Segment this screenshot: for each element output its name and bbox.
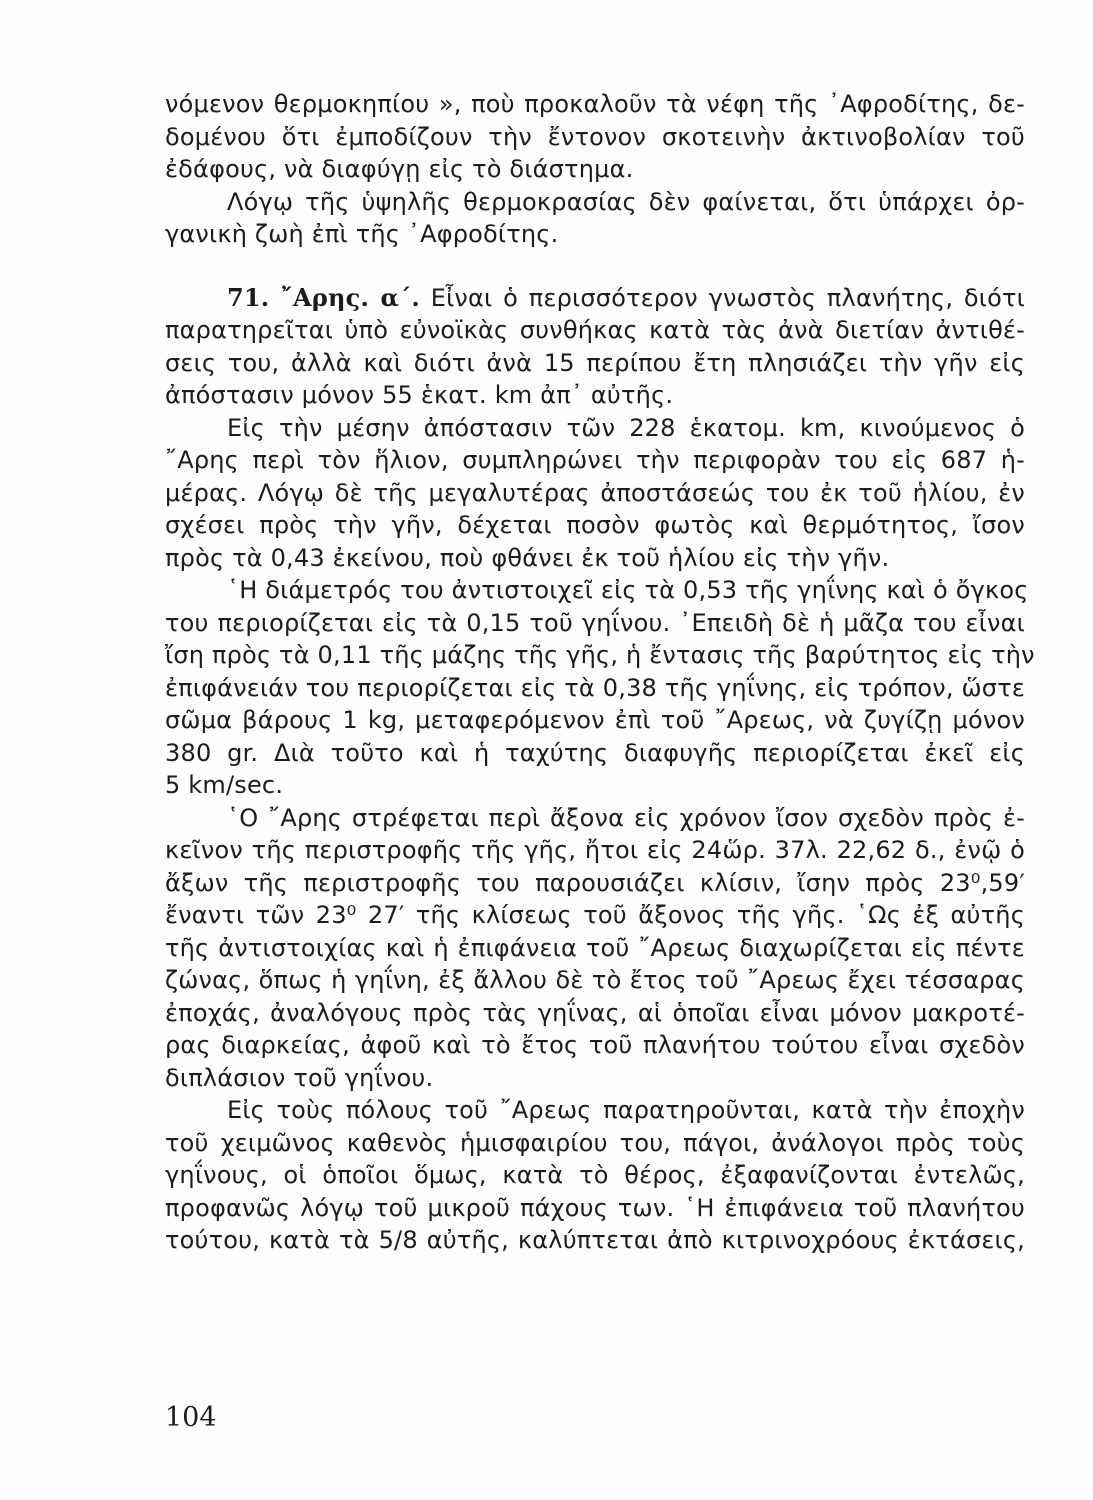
text-line: γηΐνους, οἱ ὁποῖοι ὅμως, κατὰ τὸ θέρος, ἐξαφανίζονται ἐντελῶς, — [165, 1161, 1025, 1189]
section-gap — [165, 251, 1025, 282]
text-line: κεῖνον τῆς περιστροφῆς τῆς γῆς, ἤτοι εἰς 24ὥρ. 37λ. 22,62 δ., ἐνῷ ὁ — [165, 836, 1025, 864]
text-line: διπλάσιον τοῦ γηΐνου. — [165, 1063, 434, 1092]
text-line: ἔναντι τῶν 23⁰ 27′ τῆς κλίσεως τοῦ ἄξονος τῆς γῆς. ῾Ως ἐξ αὐτῆς — [165, 901, 1025, 929]
text-line: γανικὴ ζωὴ ἐπὶ τῆς ᾿Αφροδίτης. — [165, 220, 559, 248]
text-line: Εἰς τὴν μέσην ἀπόστασιν τῶν 228 ἑκατομ. km, κινούμενος ὁ — [227, 413, 1025, 442]
text-line: ζώνας, ὅπως ἡ γηΐνη, ἐξ ἄλλου δὲ τὸ ἔτος τοῦ ῎Αρεως ἔχει τέσσαρας — [165, 966, 1025, 994]
text-line: ἀπόστασιν μόνον 55 ἑκατ. km ἀπ᾿ αὐτῆς. — [165, 381, 674, 409]
text-line: ἐπιφάνειάν του περιορίζεται εἰς τὰ 0,38 τῆς γηΐνης, εἰς τρόπον, ὥστε — [165, 673, 1026, 702]
text-line: προφανῶς λόγῳ τοῦ μικροῦ πάχους των. ῾Η ἐπιφάνεια τοῦ πλανήτου — [165, 1193, 1025, 1222]
text-line: 380 gr. Διὰ τοῦτο καὶ ἡ ταχύτης διαφυγῆς περιορίζεται ἐκεῖ εἰς — [165, 738, 1025, 767]
text-line: ῾Η διάμετρός του ἀντιστοιχεῖ εἰς τὰ 0,53 τῆς γηΐνης καὶ ὁ ὄγκος — [227, 576, 1029, 604]
text-line: σῶμα βάρους 1 kg, μεταφερόμενον ἐπὶ τοῦ ῎Αρεως, νὰ ζυγίζῃ μόνον — [165, 706, 1025, 734]
text-line: τοῦ χειμῶνος καθενὸς ἡμισφαιρίου του, πάγοι, ἀνάλογοι πρὸς τοὺς — [165, 1128, 1025, 1157]
text-line: Εἰς τοὺς πόλους τοῦ ῎Αρεως παρατηροῦνται, κατὰ τὴν ἐποχὴν — [227, 1096, 1025, 1124]
page-body — [165, 88, 1035, 1257]
text-line: νόμενον θερμοκηπίου », ποὺ προκαλοῦν τὰ νέφη τῆς ᾿Αφροδίτης, δε- — [165, 90, 1025, 118]
section-heading: 71. ῎Αρης. α΄. — [227, 282, 420, 312]
text-line: τῆς ἀντιστοιχίας καὶ ἡ ἐπιφάνεια τοῦ ῎Αρεως διαχωρίζεται εἰς πέντε — [165, 933, 1025, 962]
text-line: πρὸς τὰ 0,43 ἐκείνου, ποὺ φθάνει ἐκ τοῦ ἡλίου εἰς τὴν γῆν. — [165, 543, 890, 572]
text-line: ἐδάφους, νὰ διαφύγῃ εἰς τὸ διάστημα. — [165, 155, 634, 183]
text-line: ἄξων τῆς περιστροφῆς του παρουσιάζει κλίσιν, ἴσην πρὸς 23⁰,59′ — [165, 868, 1025, 897]
page-number: 104 — [165, 1402, 217, 1433]
text-line: ἴση πρὸς τὰ 0,11 τῆς μάζης τῆς γῆς, ἡ ἔντασις τῆς βαρύτητος εἰς τὴν — [165, 641, 1035, 669]
section-first-line — [165, 282, 1025, 315]
text-line: σχέσει πρὸς τὴν γῆν, δέχεται ποσὸν φωτὸς καὶ θερμότητος, ἴσον — [165, 511, 1025, 539]
text-line: σεις του, ἀλλὰ καὶ διότι ἀνὰ 15 περίπου ἔτη πλησιάζει τὴν γῆν εἰς — [165, 348, 1025, 377]
text-line: τούτου, κατὰ τὰ 5/8 αὐτῆς, καλύπτεται ἀπὸ κιτρινοχρόους ἐκτάσεις, — [165, 1226, 1025, 1254]
text-line: ῾Ο ῎Αρης στρέφεται περὶ ἄξονα εἰς χρόνον ἴσον σχεδὸν πρὸς ἐ- — [227, 803, 1025, 832]
text-line: παρατηρεῖται ὑπὸ εὐνοϊκὰς συνθήκας κατὰ τὰς ἀνὰ διετίαν ἀντιθέ- — [165, 316, 1025, 344]
text-line: ρας διαρκείας, ἀφοῦ καὶ τὸ ἔτος τοῦ πλανήτου τούτου εἶναι σχεδὸν — [165, 1031, 1025, 1059]
text-span: Εἶναι ὁ περισσότερον γνωστὸς πλανήτης, διότι — [430, 283, 1025, 312]
text-line: ῎Αρης περὶ τὸν ἥλιον, συμπληρώνει τὴν περιφορὰν του εἰς 687 ἡ- — [165, 446, 1025, 474]
text-line: Λόγῳ τῆς ὑψηλῆς θερμοκρασίας δὲν φαίνεται, ὅτι ὑπάρχει ὀρ- — [227, 187, 1025, 216]
text-line: ἐποχάς, ἀναλόγους πρὸς τὰς γηΐνας, αἱ ὁποῖαι εἶναι μόνον μακροτέ- — [165, 998, 1025, 1027]
text-line: μέρας. Λόγῳ δὲ τῆς μεγαλυτέρας ἀποστάσεώς του ἐκ τοῦ ἡλίου, ἐν — [165, 478, 1025, 507]
text-line: του περιορίζεται εἰς τὰ 0,15 τοῦ γηΐνου. ᾿Επειδὴ δὲ ἡ μᾶζα του εἶναι — [165, 608, 1025, 637]
text-line: δομένου ὅτι ἐμποδίζουν τὴν ἔντονον σκοτεινὴν ἀκτινοβολίαν τοῦ — [165, 122, 1025, 151]
text-line: 5 km/sec. — [165, 771, 284, 799]
